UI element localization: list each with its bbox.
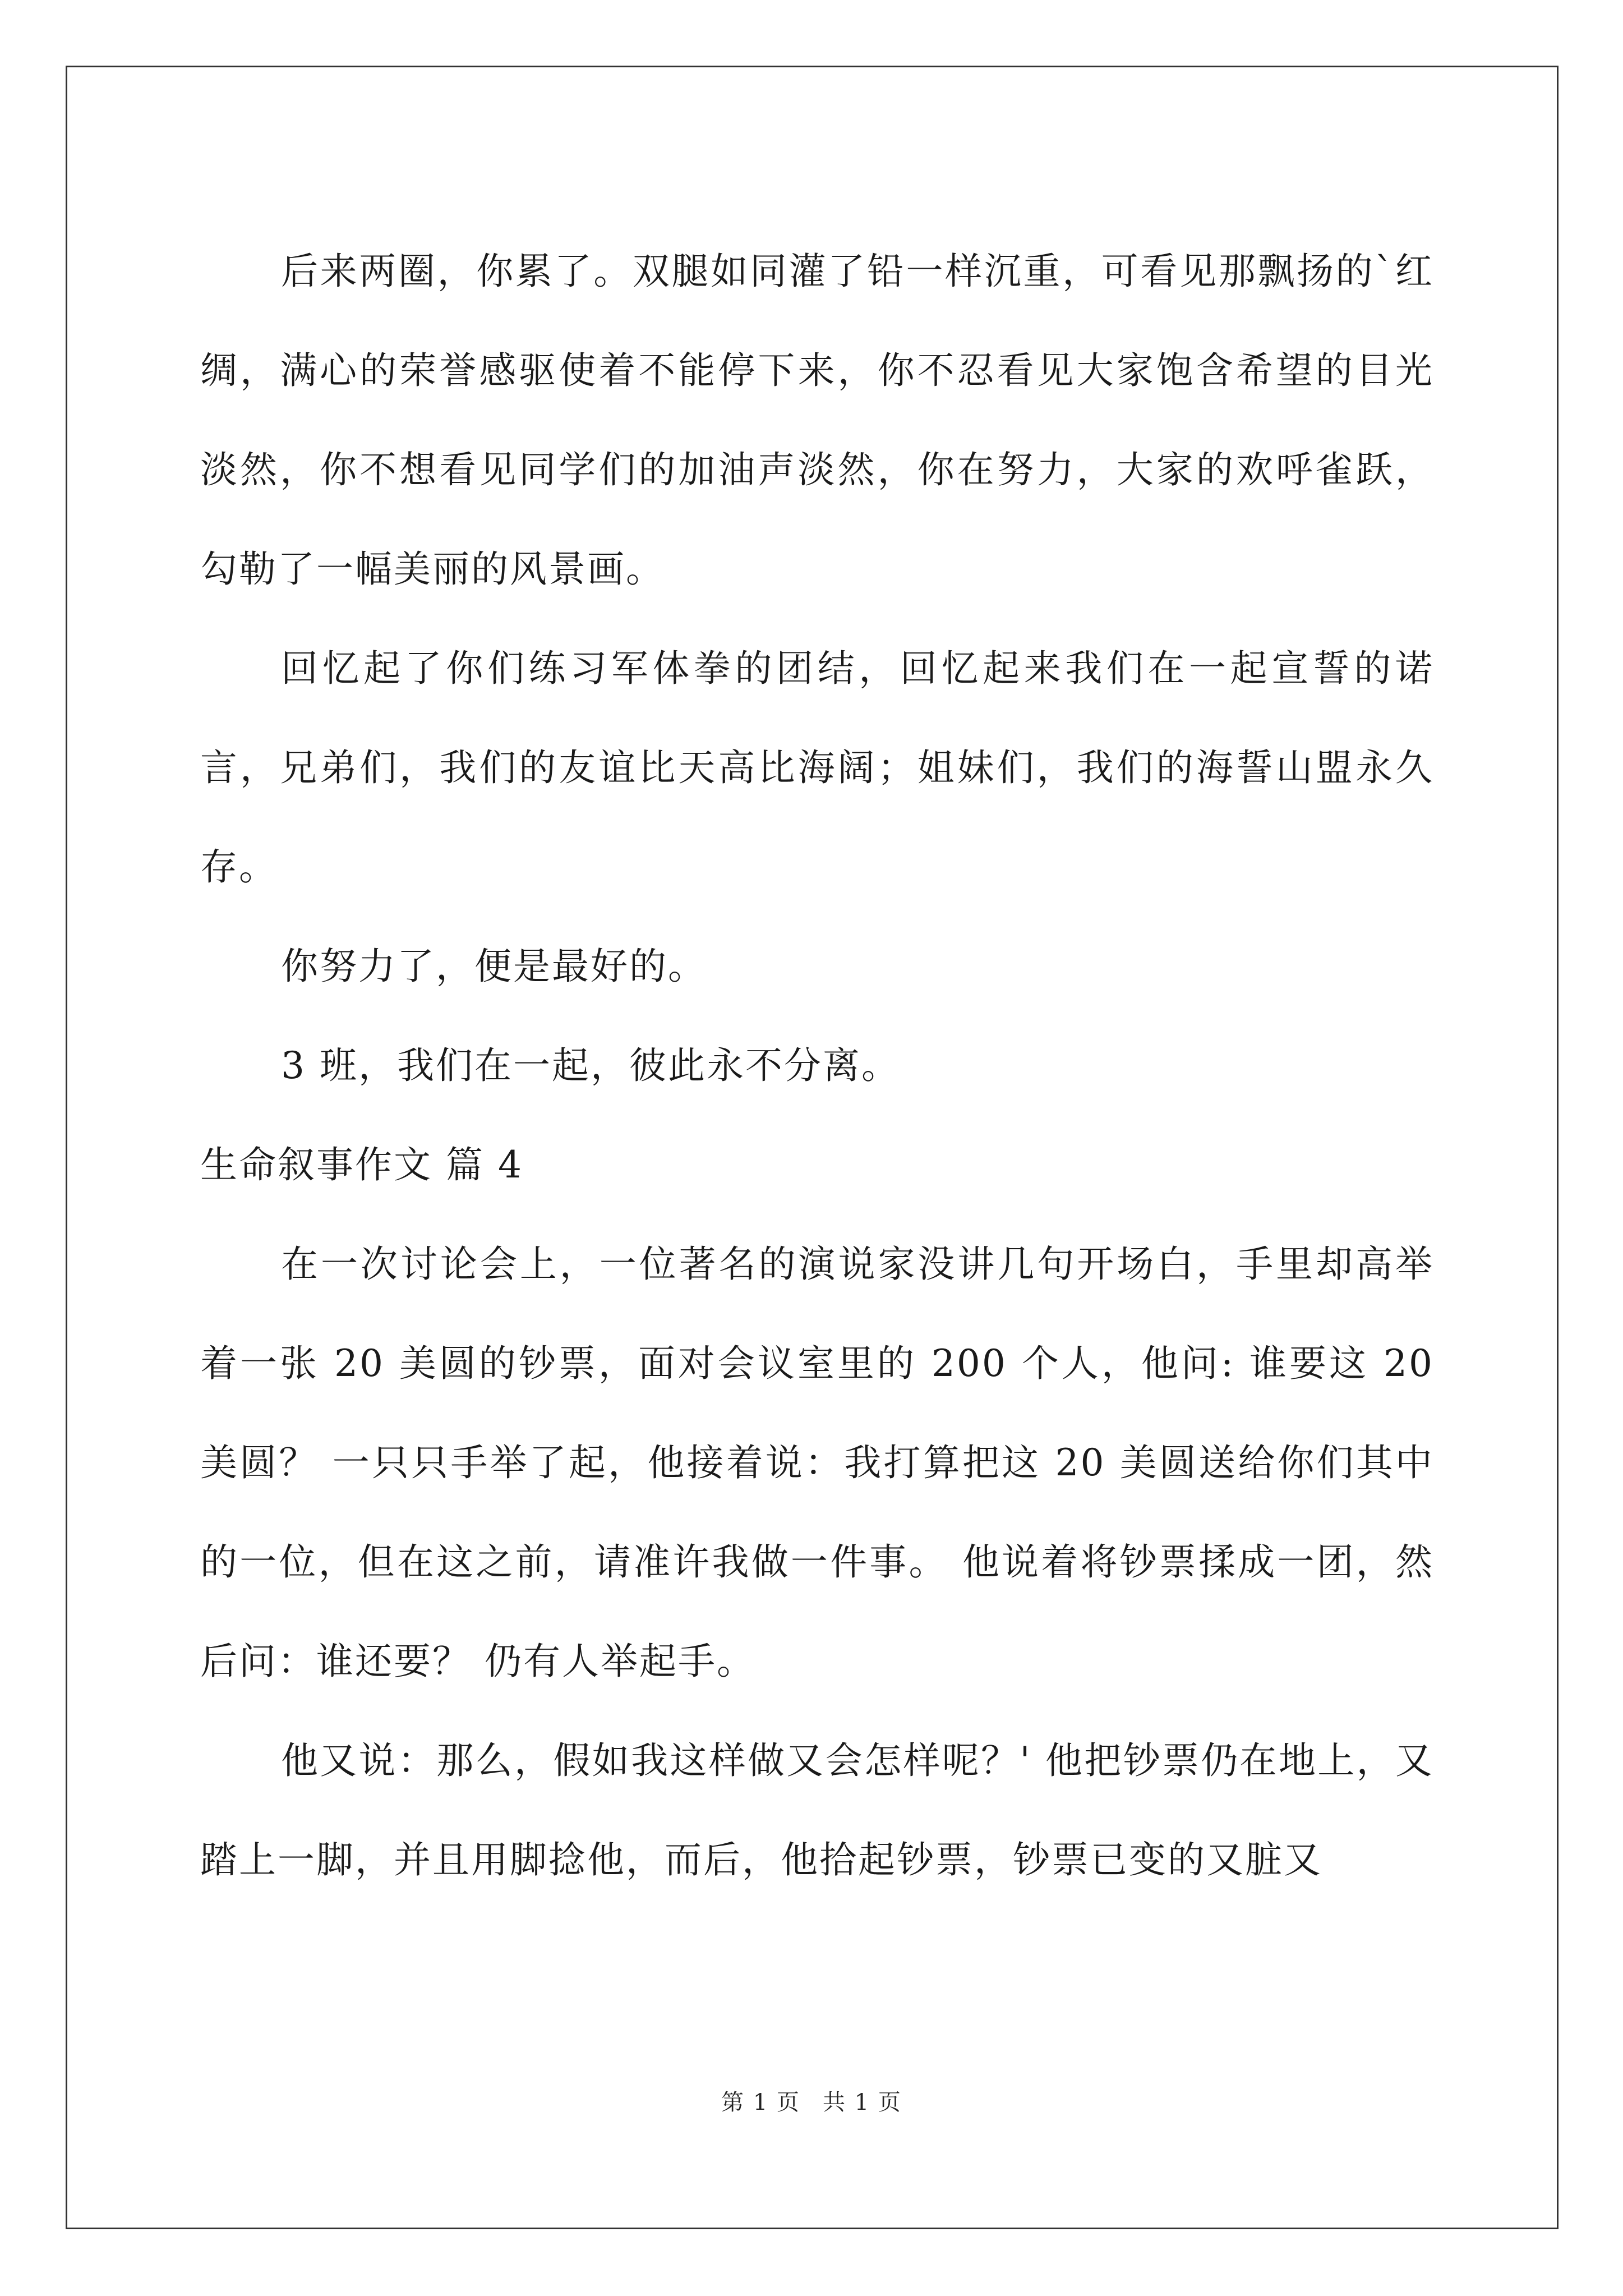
page-total: 共 1 页 [823, 2090, 902, 2115]
paragraph: 3 班，我们在一起，彼此永不分离。 [281, 1044, 900, 1087]
paragraph: 在一次讨论会上，一位著名的演说家没讲几句开场白，手里却高举着一张 20 美圆的钞票，面对会议室里的 200 个人，他问: 谁要这 20 美圆？ 一只只手举了起，他接着说：我打算把这 20 美圆送给你们其中的一位，但在这之前，请准许我做一件事。 他说着将钞票揉成一团，然后问：谁还要？ 仍有人举起手。 [200, 1243, 1434, 1683]
document-body [200, 222, 1434, 1910]
paragraph: 后来两圈，你累了。双腿如同灌了铅一样沉重，可看见那飘扬的`红绸，满心的荣誉感驱使着不能停下来，你不忍看见大家饱含希望的目光淡然，你不想看见同学们的加油声淡然，你在努力，大家的欢呼雀跃，勾勒了一幅美丽的风景画。 [200, 250, 1434, 591]
paragraph: 你努力了，便是最好的。 [281, 945, 707, 988]
paragraph: 他又说：那么，假如我这样做又会怎样呢？' 他把钞票仍在地上，又踏上一脚，并且用脚捻他，而后，他拾起钞票，钞票已变的又脏又 [200, 1739, 1434, 1881]
page-footer [0, 2085, 1623, 2116]
paragraph: 回忆起了你们练习军体拳的团结，回忆起来我们在一起宣誓的诺言，兄弟们，我们的友谊比天高比海阔；姐妹们，我们的海誓山盟永久存。 [200, 647, 1434, 889]
page-number: 第 1 页 [721, 2090, 800, 2115]
section-heading: 生命叙事作文 篇 4 [200, 1143, 523, 1186]
